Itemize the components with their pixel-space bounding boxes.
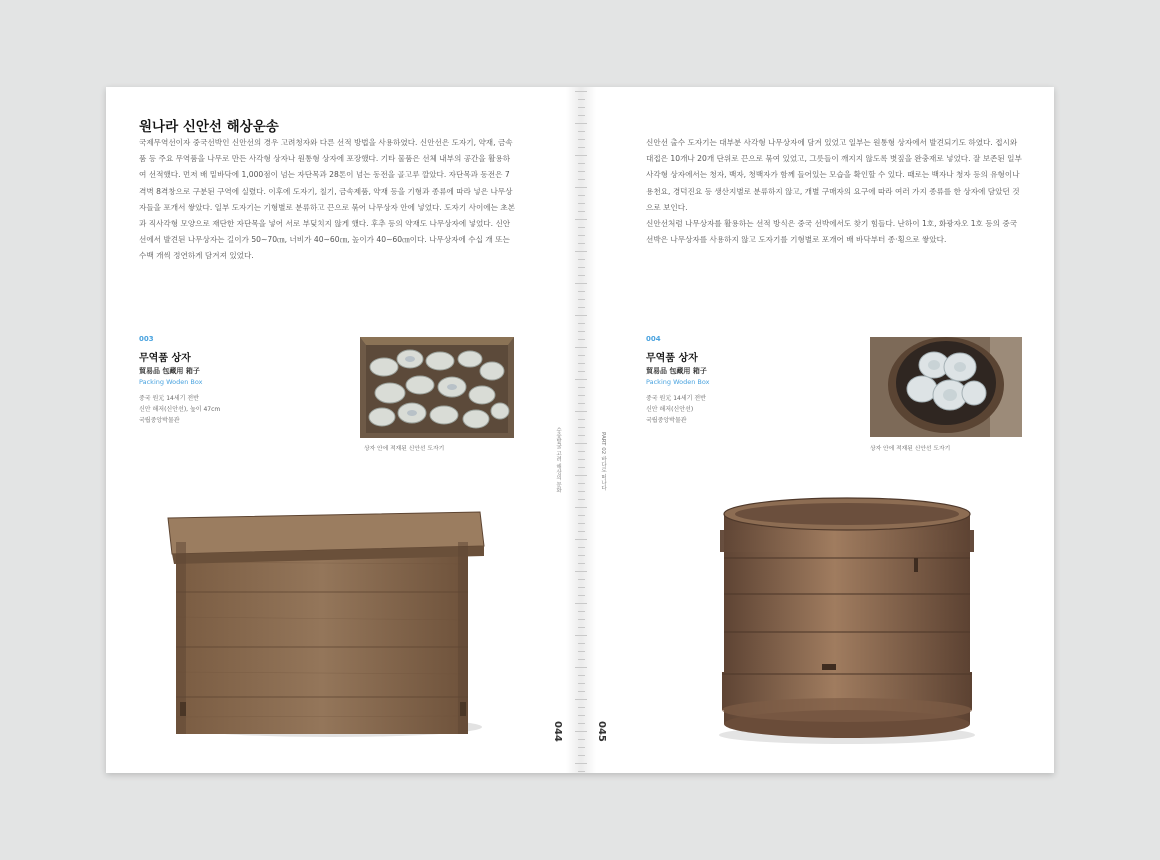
ruler-tick bbox=[575, 123, 587, 124]
item-meta bbox=[646, 393, 706, 426]
item-meta-line: 국립중앙박물관 bbox=[139, 417, 180, 424]
ruler-tick bbox=[578, 531, 585, 532]
ruler-tick bbox=[578, 491, 585, 492]
ruler-tick bbox=[578, 171, 585, 172]
ruler-tick bbox=[575, 571, 587, 572]
ruler-tick bbox=[578, 555, 585, 556]
book-spread bbox=[106, 87, 1054, 773]
ruler-tick bbox=[575, 763, 587, 764]
ruler-tick bbox=[578, 627, 585, 628]
item-title: 무역품 상자 bbox=[646, 353, 698, 364]
ruler-tick bbox=[575, 91, 587, 92]
right-body-text bbox=[646, 135, 1026, 248]
ruler-tick bbox=[578, 363, 585, 364]
photo-caption: 상자 안에 적재된 신안선 도자기 bbox=[870, 446, 951, 452]
item-english-title: Packing Woden Box bbox=[646, 378, 710, 386]
left-body-text bbox=[139, 135, 517, 265]
ruler-tick bbox=[578, 107, 585, 108]
ruler-tick bbox=[575, 283, 587, 284]
square-wooden-box-image bbox=[162, 502, 492, 742]
item-meta bbox=[139, 393, 220, 426]
vertical-running-title: 수중발굴 고려 해상의 문화 bbox=[555, 427, 561, 493]
item-number: 003 bbox=[139, 335, 154, 343]
ruler-tick bbox=[578, 515, 585, 516]
ruler-tick bbox=[578, 243, 585, 244]
ruler-tick bbox=[578, 203, 585, 204]
ruler-tick bbox=[578, 195, 585, 196]
ruler-tick bbox=[578, 611, 585, 612]
ruler-tick bbox=[578, 267, 585, 268]
ruler-tick bbox=[575, 315, 587, 316]
ruler-tick bbox=[578, 651, 585, 652]
ruler-tick bbox=[578, 499, 585, 500]
ruler-tick bbox=[578, 563, 585, 564]
ruler-tick bbox=[578, 99, 585, 100]
ruler-tick bbox=[578, 323, 585, 324]
ruler-tick bbox=[578, 675, 585, 676]
item-meta-line: 중국 원元 14세기 전반 bbox=[139, 395, 199, 402]
ruler-tick bbox=[578, 331, 585, 332]
ruler-tick bbox=[575, 699, 587, 700]
ruler-strip bbox=[571, 87, 591, 773]
ruler-tick bbox=[575, 539, 587, 540]
ruler-tick bbox=[578, 371, 585, 372]
left-paragraph: 국제무역선이자 중국선박인 신안선의 경우 고려청자와 다른 선적 방법을 사용하였다. 신안선은 도자기, 약재, 금속품 등 주요 무역품을 나무로 만든 사각형 상자나 원통형 상자에 포장했다. 기타 물품은 선체 내부의 공간을 활용하여 선적했다. 먼저 배 밑바닥에 1,000점이 넘는 자단목과 28톤이 넘는 동전을 골고루 깔았다. 자단목과 동전은 7격벽 8격창으로 구분된 구역에 실렸다. 이후에 도자기, 칠기, 금속제품, 약재 등을 기형과 종류에 따라 넣은 나무상자들을 포개서 쌓았다. 일부 도자기는 기형별로 분류하고 끈으로 묶어 나무상자 안에 넣었다. 도자기 사이에는 초본과 직사각형 모양으로 재단한 자단목을 넣어 서로 부딪치지 않게 했다. 후추 등의 약재도 나무상자에 넣었다. 신안선에서 발견된 나무상자는 길이가 50~70㎝, 너비가 40~60㎝, 높이가 40~60㎝이다. 나무상자에 수십 개 또는 수백 개씩 정연하게 담겨져 있었다. bbox=[139, 138, 516, 261]
item-subtitle: 貿易品 包藏用 箱子 bbox=[139, 367, 200, 375]
round-wooden-box-image bbox=[714, 492, 980, 747]
item-number: 004 bbox=[646, 335, 661, 343]
ruler-tick bbox=[578, 307, 585, 308]
ruler-tick bbox=[575, 635, 587, 636]
ruler-tick bbox=[578, 659, 585, 660]
item-meta-line: 국립중앙박물관 bbox=[646, 417, 687, 424]
ruler-tick bbox=[575, 187, 587, 188]
ruler-tick bbox=[578, 547, 585, 548]
ruler-tick bbox=[578, 259, 585, 260]
ruler-tick bbox=[578, 291, 585, 292]
ruler-tick bbox=[578, 403, 585, 404]
item-english-title: Packing Woden Box bbox=[139, 378, 203, 386]
ruler-tick bbox=[578, 587, 585, 588]
item-meta-line: 중국 원元 14세기 전반 bbox=[646, 395, 706, 402]
ruler-tick bbox=[578, 771, 585, 772]
ruler-tick bbox=[578, 339, 585, 340]
ruler-tick bbox=[578, 147, 585, 148]
ruler-tick bbox=[578, 523, 585, 524]
ruler-tick bbox=[578, 595, 585, 596]
ruler-tick bbox=[578, 115, 585, 116]
ruler-tick bbox=[578, 683, 585, 684]
ruler-tick bbox=[578, 131, 585, 132]
vertical-running-title: PART 02 바다로 떠나다 bbox=[600, 432, 606, 491]
ruler-tick bbox=[578, 355, 585, 356]
ruler-tick bbox=[578, 163, 585, 164]
ruler-tick bbox=[578, 451, 585, 452]
ruler-tick bbox=[578, 707, 585, 708]
item-meta-line: 신안 해저(신안선), 높이 47cm bbox=[139, 406, 221, 413]
right-paragraph: 신안선 출수 도자기는 대부분 사각형 나무상자에 담겨 있었고 일부는 원통형 상자에서 발견되기도 하였다. 접시와 대접은 10개나 20개 단위로 끈으로 묶여 있었고, 그릇들이 깨지지 않도록 볏짚을 완충재로 넣었다. 잘 보존된 일부 사각형 상자에서는 청자, 백자, 청백자가 함께 들어있는 모습을 확인할 수 있다. 때로는 백자나 청자 등의 유형이나 용천요, 경덕진요 등 생산지별로 분류하지 않고, 개별 구매자의 요구에 따라 여러 가지 종류를 한 상자에 담았던 것으로 보인다. bbox=[646, 138, 1022, 212]
right-paragraph: 신안선처럼 나무상자를 활용하는 선적 방식은 중국 선박에서도 찾기 힘들다. 난하이 1호, 화광자오 1호 등의 중국 선박은 나무상자를 사용하지 않고 도자기를 기형별로 포개어 배 바닥부터 종·횡으로 쌓았다. bbox=[646, 219, 1018, 245]
page-number-left: 044 bbox=[552, 721, 563, 742]
ruler-tick bbox=[575, 251, 587, 252]
item-subtitle: 貿易品 包藏用 箱子 bbox=[646, 367, 707, 375]
ruler-tick bbox=[575, 475, 587, 476]
item-title: 무역품 상자 bbox=[139, 353, 191, 364]
ruler-tick bbox=[578, 467, 585, 468]
photo-caption: 상자 안에 적재된 신안선 도자기 bbox=[364, 446, 445, 452]
ruler-tick bbox=[578, 483, 585, 484]
ruler-tick bbox=[575, 443, 587, 444]
ruler-tick bbox=[578, 299, 585, 300]
ruler-tick bbox=[578, 227, 585, 228]
item-meta-line: 신안 해저(신안선) bbox=[646, 406, 694, 413]
ruler-tick bbox=[578, 739, 585, 740]
ceramics-in-box-photo bbox=[360, 337, 514, 438]
ruler-tick bbox=[575, 411, 587, 412]
ruler-tick bbox=[578, 619, 585, 620]
ruler-tick bbox=[578, 691, 585, 692]
ruler-tick bbox=[578, 179, 585, 180]
ruler-tick bbox=[578, 435, 585, 436]
ruler-tick bbox=[575, 379, 587, 380]
page-heading: 원나라 신안선 해상운송 bbox=[139, 119, 279, 135]
ruler-tick bbox=[578, 723, 585, 724]
ruler-tick bbox=[575, 347, 587, 348]
ruler-tick bbox=[575, 667, 587, 668]
ruler-tick bbox=[578, 715, 585, 716]
ruler-tick bbox=[578, 235, 585, 236]
ruler-tick bbox=[578, 419, 585, 420]
ceramics-in-barrel-photo bbox=[870, 337, 1022, 437]
ruler-tick bbox=[575, 219, 587, 220]
ruler-tick bbox=[578, 139, 585, 140]
ruler-tick bbox=[578, 579, 585, 580]
ruler-tick bbox=[578, 643, 585, 644]
ruler-tick bbox=[575, 603, 587, 604]
ruler-tick bbox=[575, 731, 587, 732]
ruler-tick bbox=[578, 747, 585, 748]
ruler-tick bbox=[578, 459, 585, 460]
page-number-right: 045 bbox=[596, 721, 607, 742]
ruler-tick bbox=[578, 387, 585, 388]
ruler-tick bbox=[575, 155, 587, 156]
ruler-tick bbox=[578, 211, 585, 212]
ruler-tick bbox=[578, 427, 585, 428]
ruler-tick bbox=[578, 275, 585, 276]
ruler-tick bbox=[578, 755, 585, 756]
ruler-tick bbox=[578, 395, 585, 396]
ruler-tick bbox=[575, 507, 587, 508]
